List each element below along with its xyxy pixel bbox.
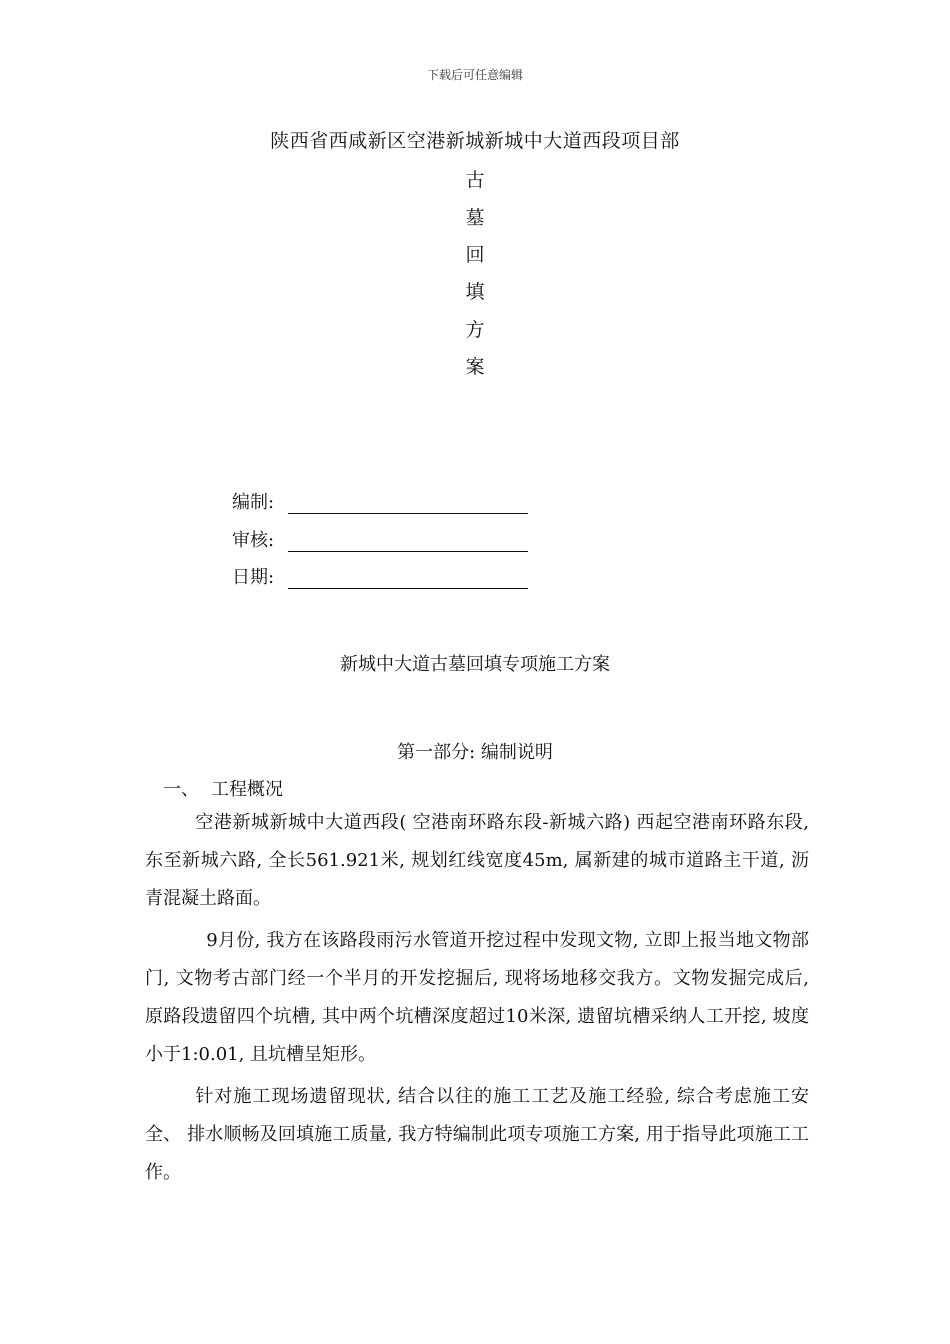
document-title: 新城中大道古墓回填专项施工方案 bbox=[340, 654, 610, 675]
signature-label: 审核: bbox=[232, 530, 275, 551]
paragraph-purpose: 针对施工现场遗留现状, 结合以往的施工工艺及施工经验, 综合考虑施工安全、 排水顺畅及回填施工质量, 我方特编制此项专项施工方案, 用于指导此项施工工作。 bbox=[145, 1086, 809, 1183]
title-char-4: 填 bbox=[465, 281, 485, 303]
signature-blank-line bbox=[288, 568, 528, 589]
signature-row-date bbox=[232, 563, 528, 589]
organization-name: 陕西省西咸新区空港新城新城中大道西段项目部 bbox=[270, 130, 680, 152]
paragraph-discovery: 9月份, 我方在该路段雨污水管道开挖过程中发现文物, 立即上报当地文物部门, 文物考古部门经一个半月的开发挖掘后, 现将场地移交我方。文物发掘完成后, 原路段遗留四个坑槽, 其中两个坑槽深度超过10米深, 遗留坑槽采纳人工开挖, 坡度小于1:0.01, 且坑槽呈矩形。 bbox=[145, 930, 809, 1065]
title-char-6: 案 bbox=[465, 356, 485, 378]
signature-label: 编制: bbox=[232, 492, 275, 513]
signature-row-compiler bbox=[232, 488, 528, 514]
title-char-2: 墓 bbox=[465, 207, 485, 229]
title-char-1: 古 bbox=[465, 169, 485, 191]
header-note: 下载后可任意编辑 bbox=[426, 68, 523, 82]
section-number: 一、 bbox=[163, 779, 199, 800]
section-title: 工程概况 bbox=[211, 779, 283, 800]
signature-row-reviewer bbox=[232, 526, 528, 552]
body-text bbox=[145, 804, 809, 1192]
paragraph-overview: 空港新城新城中大道西段( 空港南环路东段-新城六路) 西起空港南环路东段, 东至新城六路, 全长561.921米, 规划红线宽度45m, 属新建的城市道路主干道, 沥青混凝土路面。 bbox=[145, 812, 809, 909]
signature-label: 日期: bbox=[232, 567, 275, 588]
title-char-5: 方 bbox=[465, 319, 485, 341]
section-heading bbox=[163, 775, 283, 801]
title-char-3: 回 bbox=[465, 244, 485, 266]
signature-blank-line bbox=[288, 531, 528, 552]
part-title: 第一部分: 编制说明 bbox=[397, 742, 553, 763]
signature-blank-line bbox=[288, 493, 528, 514]
